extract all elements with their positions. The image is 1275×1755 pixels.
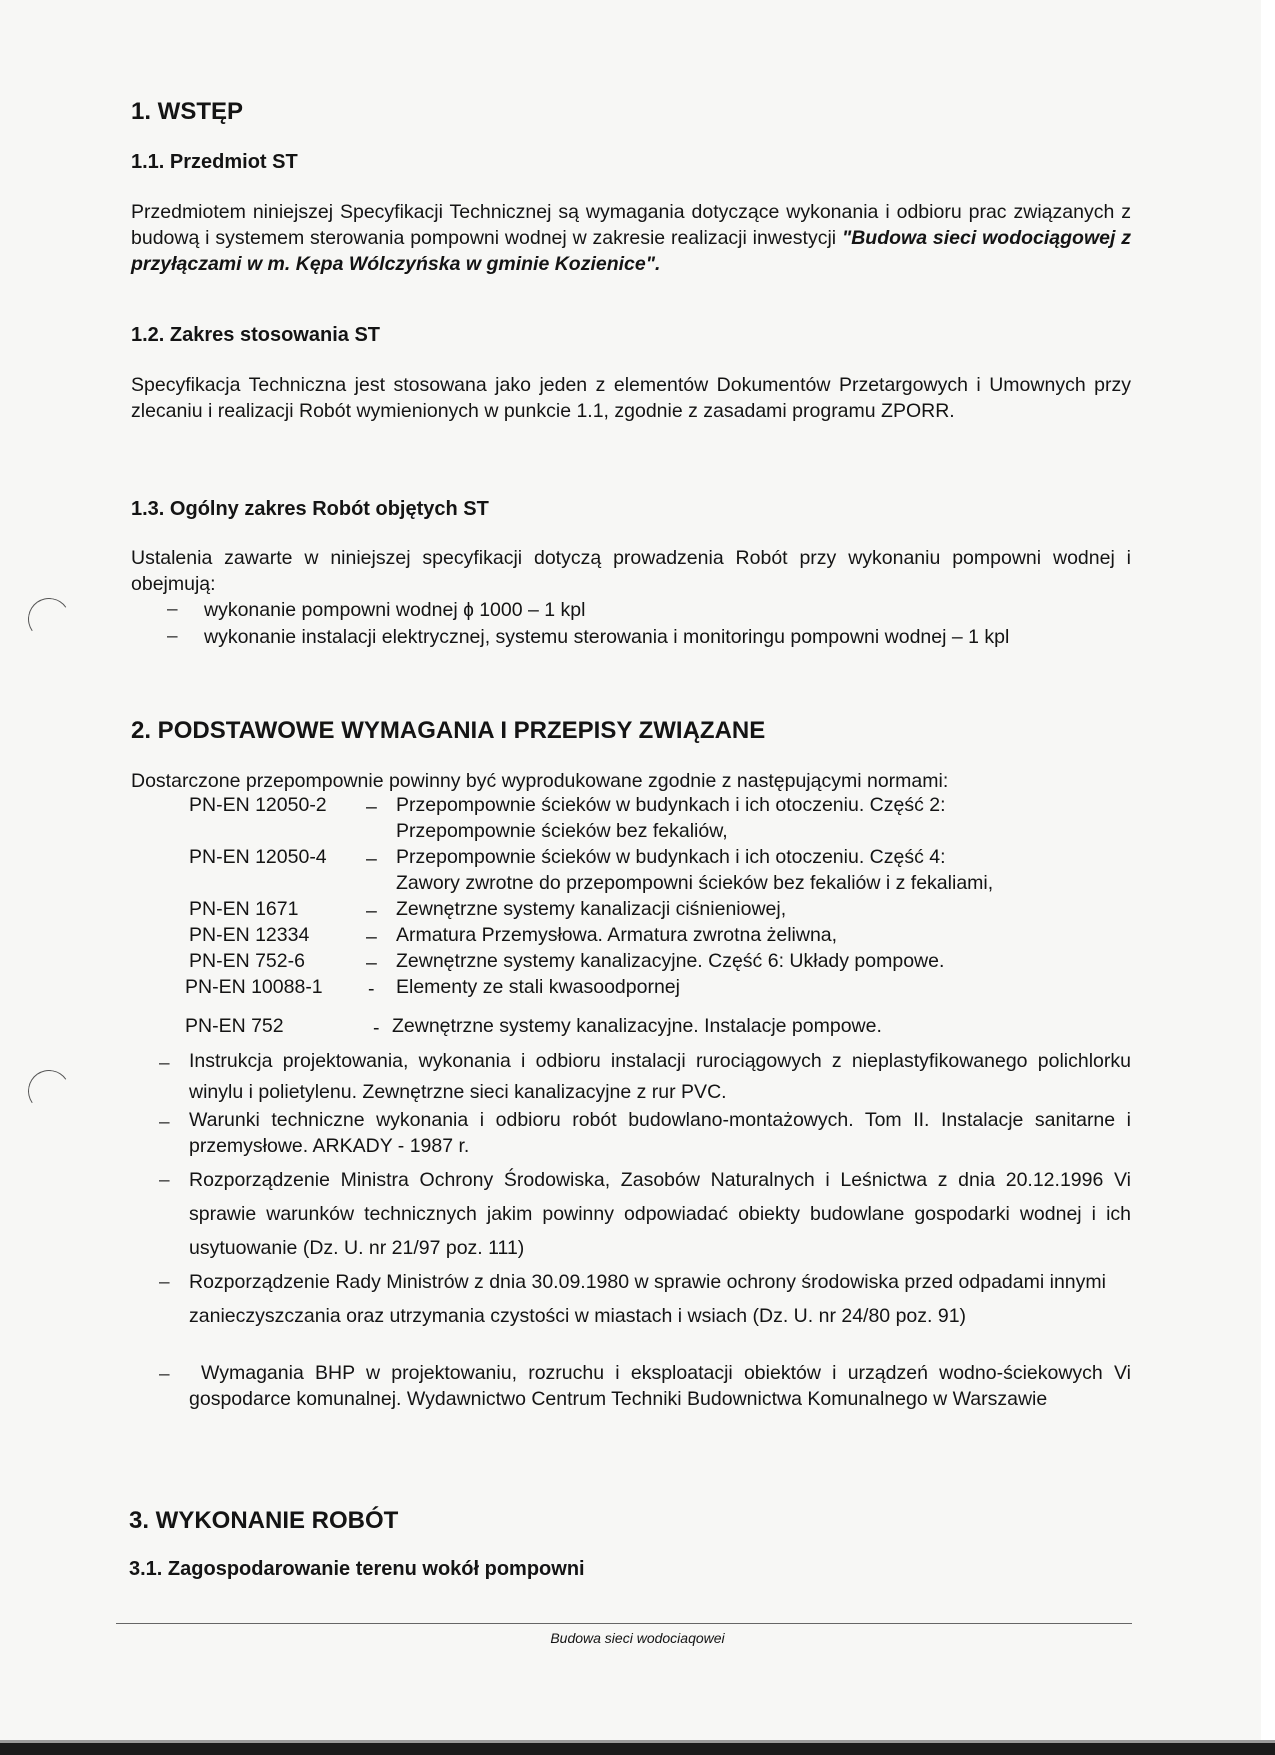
footer-divider (116, 1623, 1132, 1624)
scan-right-edge (1261, 0, 1275, 1755)
norm-description: Zewnętrzne systemy kanalizacji ciśnieniowej, (396, 898, 787, 920)
norm-code: PN-EN 752 (185, 1015, 284, 1037)
list-dash: – (159, 1053, 170, 1074)
norm-code: PN-EN 752-6 (189, 950, 305, 972)
norm-description: Armatura Przemysłowa. Armatura zwrotna żeliwna, (396, 924, 838, 946)
norm-separator: – (366, 796, 377, 818)
list-dash: – (159, 1364, 170, 1385)
footer-text: Budowa sieci wodociaqowei (550, 1630, 725, 1646)
section-2-title: 2. PODSTAWOWE WYMAGANIA I PRZEPISY ZWIĄZANE (131, 717, 766, 744)
norm-separator: - (368, 978, 375, 1000)
norm-description: Elementy ze stali kwasoodpornej (396, 976, 680, 998)
norm-description: Przepompownie ścieków w budynkach i ich otoczeniu. Część 2: (396, 794, 946, 816)
punch-hole-mark (25, 1067, 74, 1116)
reference-item: Rozporządzenie Ministra Ochrony Środowiska, Zasobów Naturalnych i Leśnictwa z dnia 20.12.1996 Vi sprawie warunków technicznych jakim powinny odpowiadać obiekty budowlane gospodarki wodnej i ich usytuowanie (Dz. U. nr 21/97 poz. 111) (189, 1169, 1131, 1259)
subsection-1-3-title: 1.3. Ogólny zakres Robót objętych ST (131, 498, 489, 520)
section-1-title: 1. WSTĘP (131, 98, 244, 125)
list-item: wykonanie instalacji elektrycznej, systemu sterowania i monitoringu pompowni wodnej – 1 kpl (204, 626, 1010, 648)
list-dash: – (167, 626, 178, 647)
norm-separator: - (373, 1017, 380, 1039)
subsection-1-2-text: Specyfikacja Techniczna jest stosowana jako jeden z elementów Dokumentów Przetargowych i Umownych przy zlecaniu i realizacji Robót wymienionych w punkcie 1.1, zgodnie z zasadami programu ZPORR. (131, 374, 1131, 422)
norm-separator: – (366, 952, 377, 974)
norm-description: Zawory zwrotne do przepompowni ścieków bez fekaliów i z fekaliami, (396, 872, 994, 894)
norm-separator: – (366, 926, 377, 948)
subsection-1-2-title: 1.2. Zakres stosowania ST (131, 324, 380, 346)
norm-code: PN-EN 12050-4 (189, 846, 327, 868)
norm-separator: – (366, 848, 377, 870)
subsection-1-3-text: Ustalenia zawarte w niniejszej specyfikacji dotyczą prowadzenia Robót przy wykonaniu pompowni wodnej i obejmują: (131, 547, 1131, 595)
subsection-1-1-text-plain: Przedmiotem niniejszej Specyfikacji Technicznej są wymagania dotyczące wykonania i odbioru prac związanych z budową i systemem sterowania pompowni wodnej w zakresie realizacji inwestycji (131, 201, 1131, 249)
list-dash: – (167, 599, 178, 620)
norm-description: Przepompownie ścieków bez fekaliów, (396, 820, 728, 842)
subsection-1-1-text (131, 199, 1131, 277)
norm-description: Zewnętrzne systemy kanalizacyjne. Instalacje pompowe. (392, 1015, 882, 1037)
norm-code: PN-EN 12050-2 (189, 794, 327, 816)
subsection-3-1-title: 3.1. Zagospodarowanie terenu wokół pompowni (129, 1558, 585, 1580)
reference-item: Instrukcja projektowania, wykonania i odbioru instalacji rurociągowych z nieplastyfikowanego polichlorku winylu i polietylenu. Zewnętrzne sieci kanalizacyjne z rur PVC. (189, 1050, 1131, 1103)
reference-item: Warunki techniczne wykonania i odbioru robót budowlano-montażowych. Tom II. Instalacje sanitarne i przemysłowe. ARKADY - 1987 r. (189, 1109, 1131, 1157)
list-item: wykonanie pompowni wodnej ɸ 1000 – 1 kpl (204, 599, 586, 621)
subsection-1-1-title: 1.1. Przedmiot ST (131, 151, 298, 173)
scan-bottom-edge (0, 1743, 1275, 1755)
norm-description: Przepompownie ścieków w budynkach i ich otoczeniu. Część 4: (396, 846, 946, 868)
norm-code: PN-EN 10088-1 (185, 976, 323, 998)
section-2-intro: Dostarczone przepompownie powinny być wyprodukowane zgodnie z następującymi normami: (131, 770, 949, 792)
project-name: "Budowa sieci wodociągowej z przyłączami w m. Kępa Wólczyńska w gminie Kozienice". (131, 227, 1131, 275)
list-dash: – (159, 1112, 170, 1133)
norm-separator: – (366, 900, 377, 922)
norm-code: PN-EN 1671 (189, 898, 299, 920)
list-dash: – (159, 1272, 170, 1293)
norm-code: PN-EN 12334 (189, 924, 310, 946)
reference-item: Rozporządzenie Rady Ministrów z dnia 30.09.1980 w sprawie ochrony środowiska przed odpadami innymi zanieczyszczania oraz utrzymania czystości w miastach i wsiach (Dz. U. nr 24/80 poz. 91) (189, 1271, 1106, 1327)
section-3-title: 3. WYKONANIE ROBÓT (129, 1507, 399, 1534)
punch-hole-mark (25, 595, 74, 644)
reference-item: Wymagania BHP w projektowaniu, rozruchu i eksploatacji obiektów i urządzeń wodno-ściekowych Vi gospodarce komunalnej. Wydawnictwo Centrum Techniki Budownictwa Komunalnego w Warszawie (189, 1362, 1131, 1410)
norm-description: Zewnętrzne systemy kanalizacyjne. Część 6: Układy pompowe. (396, 950, 945, 972)
list-dash: – (159, 1170, 170, 1191)
